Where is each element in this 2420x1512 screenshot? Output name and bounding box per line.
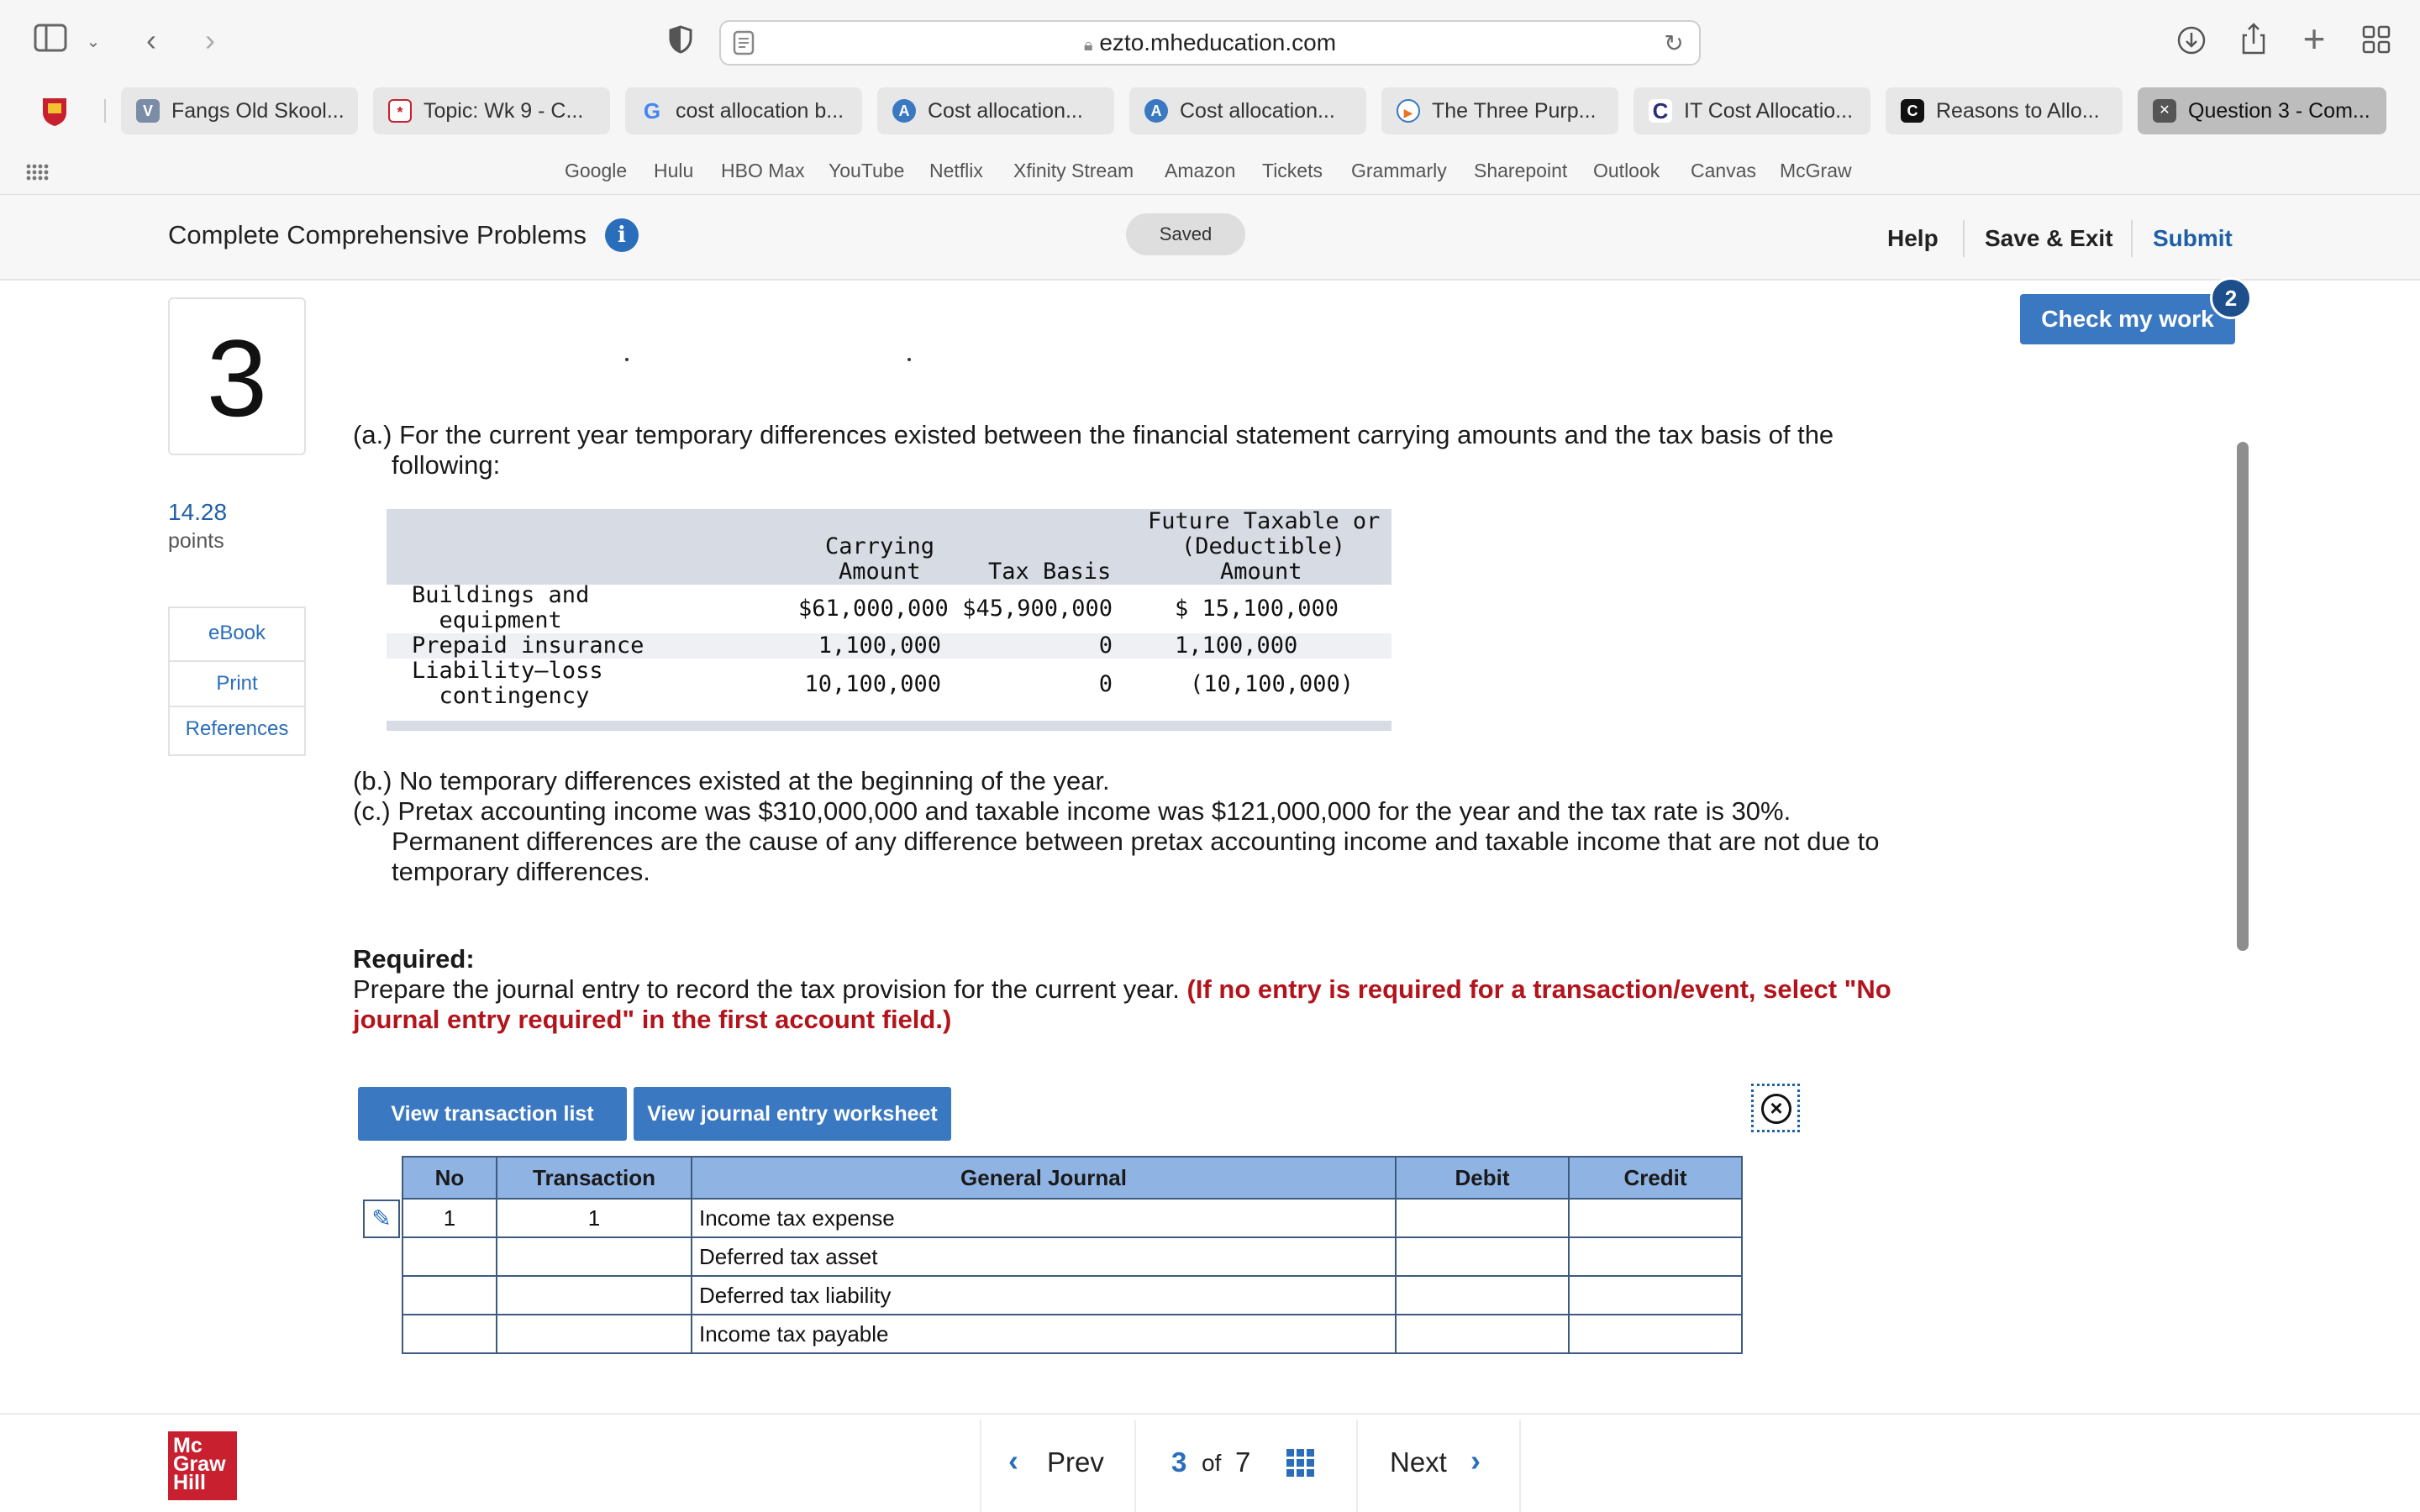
required-heading: Required: [353,944,475,974]
points-value: 14.28 [168,499,228,525]
table-header-row [402,1157,1742,1199]
apps-grid-icon[interactable] [25,163,50,183]
carrying-amount: $61,000,000 [798,596,949,622]
part-c-line: temporary differences. [392,857,650,886]
page-total: 7 [1235,1446,1251,1478]
logo-line: Hill [173,1471,206,1494]
question-grid-icon[interactable] [1286,1448,1316,1478]
bookmark-link[interactable]: Grammarly [1351,160,1447,181]
account-cell[interactable]: Income tax expense [692,1199,1396,1237]
tab-favicon-icon: C [1649,99,1672,123]
check-my-work-button[interactable]: Check my work [2020,294,2235,344]
transaction-number [497,1276,692,1315]
part-a-line: (a.) For the current year temporary differences existed between the financial statement carrying amounts and the tax basis of the [353,420,1834,449]
tab-label: Cost allocation... [1180,99,1335,123]
tab-favicon-icon: A [1144,99,1168,123]
browser-tab[interactable] [625,87,862,134]
chevron-down-icon[interactable]: ⌄ [86,33,101,51]
future-amount: 1,100,000 [1175,633,1298,659]
carrying-amount: 1,100,000 [818,633,941,659]
tax-basis: $45,900,000 [962,596,1113,622]
bookmark-link[interactable]: Xfinity Stream [1013,160,1134,181]
tab-favicon-icon: G [643,98,661,123]
submit-button[interactable]: Submit [2153,225,2233,251]
debit-cell[interactable] [1396,1237,1569,1276]
tax-basis: 0 [1098,633,1113,659]
account-cell[interactable]: Deferred tax asset [692,1237,1396,1276]
current-page: 3 [1171,1446,1187,1478]
parts-b-c-text [353,766,2033,887]
row-label: Buildings and [412,582,590,608]
tab-label: Topic: Wk 9 - C... [424,99,584,123]
scrollbar[interactable] [2237,442,2249,951]
url-text [721,22,1699,64]
transaction-number: 1 [497,1199,692,1237]
bookmark-link[interactable]: Canvas [1691,160,1756,181]
browser-tab[interactable] [877,87,1114,134]
privacy-shield-icon[interactable] [664,25,697,59]
table-footer [387,721,1392,731]
points-label: points [168,529,224,553]
sidebar-toggle-icon[interactable] [32,24,69,57]
column-header: General Journal [692,1157,1396,1199]
carrying-amount: 10,100,000 [804,671,941,697]
divider [170,706,304,707]
credit-cell[interactable] [1569,1237,1742,1276]
column-header: Credit [1569,1157,1742,1199]
tab-favicon-icon: C [1901,99,1924,123]
row-label: contingency [412,683,590,709]
pager-divider [1134,1420,1136,1512]
view-transaction-list-button[interactable]: View transaction list [358,1087,627,1141]
footer-divider [0,1413,2420,1415]
tab-close-icon[interactable]: ✕ [2153,99,2176,123]
required-text-line [353,974,1949,1005]
part-b-line: (b.) No temporary differences existed at the beginning of the year. [353,766,1110,795]
header-carrying: Carrying [825,533,935,559]
back-icon[interactable]: ‹ [146,23,156,57]
account-cell[interactable]: Income tax payable [692,1315,1396,1353]
prev-button[interactable]: Prev [1047,1446,1104,1478]
header-carrying: Amount [839,559,921,585]
resource-links [168,606,306,756]
tab-label: Reasons to Allo... [1936,99,2100,123]
tab-label: cost allocation b... [676,99,844,123]
bookmark-link[interactable]: Tickets [1262,160,1323,181]
divider [2131,220,2133,257]
part-a-line: following: [392,450,501,480]
credit-cell[interactable] [1569,1315,1742,1353]
browser-tab[interactable] [1634,87,1870,134]
close-worksheet-button[interactable] [1751,1084,1800,1132]
column-header: Transaction [497,1157,692,1199]
part-a-text [353,420,1933,480]
table-row [402,1237,1742,1276]
ebook-link[interactable]: eBook [208,622,266,644]
bookmark-link[interactable]: Sharepoint [1474,160,1568,181]
entry-number: 1 [402,1199,497,1237]
tab-label: The Three Purp... [1432,99,1597,123]
close-icon: × [1761,1094,1791,1124]
help-button[interactable]: Help [1887,225,1939,251]
url-value: ezto.mheducation.com [1099,29,1337,55]
bookmark-link[interactable]: HBO Max [721,160,805,181]
header-tax-basis: Tax Basis [988,559,1112,585]
browser-tab[interactable] [1886,87,2123,134]
column-header: No [402,1157,497,1199]
table-row [402,1315,1742,1353]
part-c-line: Permanent differences are the cause of any difference between pretax accounting income and taxable income that are not due to [392,827,1880,856]
pager-divider [1519,1420,1521,1512]
save-exit-button[interactable]: Save & Exit [1985,225,2113,251]
chevron-left-icon[interactable]: ‹ [1008,1443,1018,1478]
pager-divider [1356,1420,1358,1512]
header-future: (Deductible) [1181,533,1346,559]
bookmark-link[interactable]: McGraw [1780,160,1852,181]
chevron-right-icon[interactable]: › [1470,1443,1481,1478]
lock-icon: 🔒︎ [1083,36,1093,55]
bookmark-link[interactable]: Amazon [1165,160,1236,181]
required-text: Prepare the journal entry to record the tax provision for the current year. [353,974,1180,1004]
bookmark-link[interactable]: Hulu [654,160,694,181]
pinned-tab-crest-icon[interactable] [40,96,74,129]
required-note: (If no entry is required for a transaction/event, select "No [1186,974,1891,1004]
edit-pencil-icon[interactable]: ✎ [363,1200,400,1238]
page-title: Complete Comprehensive Problems [168,220,587,249]
debit-cell[interactable] [1396,1276,1569,1315]
tab-favicon-icon: * [388,99,412,123]
tab-overview-icon[interactable] [2360,25,2393,59]
page-of: of [1202,1450,1222,1476]
future-amount: $ 15,100,000 [1175,596,1339,622]
tab-separator [104,99,106,123]
entry-number [402,1276,497,1315]
part-c-line: (c.) Pretax accounting income was $310,000,000 and taxable income was $121,000,000 for the year and the tax rate is 30%. [353,796,1791,826]
bookmark-link[interactable]: Outlook [1593,160,1660,181]
account-cell[interactable]: Deferred tax liability [692,1276,1396,1315]
tab-label: Fangs Old Skool... [171,99,345,123]
credit-cell[interactable] [1569,1276,1742,1315]
bookmark-link[interactable]: Netflix [929,160,983,181]
share-icon[interactable] [2237,22,2270,59]
tab-label: Cost allocation... [928,99,1083,123]
references-link[interactable]: References [185,717,289,740]
tab-favicon-icon: ▶ [1397,99,1420,123]
tab-favicon-icon: V [136,99,160,123]
print-link[interactable]: Print [216,672,258,695]
view-journal-worksheet-button[interactable]: View journal entry worksheet [634,1087,951,1141]
row-label: Liability–loss [412,658,603,684]
downloads-icon[interactable] [2175,25,2208,59]
bookmark-link[interactable]: YouTube [829,160,905,181]
divider [170,660,304,662]
journal-entry-table [402,1156,1743,1354]
reload-icon[interactable]: ↻ [1664,30,1684,56]
table-row [402,1276,1742,1315]
browser-tab[interactable] [1381,87,1618,134]
header-future: Amount [1220,559,1302,585]
entry-number [402,1315,497,1353]
pager-divider [980,1420,981,1512]
required-note: journal entry required" in the first account field.) [353,1005,952,1034]
row-label: equipment [412,607,562,633]
tab-label: Question 3 - Com... [2188,99,2370,123]
browser-tab[interactable] [1129,87,1366,134]
header-future: Future Taxable or [1148,508,1381,534]
saved-status-badge: Saved [1126,213,1245,255]
transaction-number [497,1315,692,1353]
decorative-dot [625,358,629,361]
next-button[interactable]: Next [1390,1446,1447,1478]
tab-label: IT Cost Allocatio... [1684,99,1854,123]
info-icon[interactable]: i [605,218,639,252]
browser-tab[interactable] [121,87,358,134]
tax-basis: 0 [1098,671,1113,697]
mcgraw-hill-logo [168,1431,237,1500]
attempts-badge: 2 [2210,277,2252,319]
transaction-number [497,1237,692,1276]
required-section [353,944,1949,1035]
future-amount: (10,100,000) [1190,671,1355,697]
decorative-dot [908,358,911,361]
address-bar[interactable] [719,20,1701,66]
debit-cell[interactable] [1396,1315,1569,1353]
bookmark-link[interactable]: Google [565,160,628,181]
row-label: Prepaid insurance [412,633,644,659]
browser-tab-active[interactable] [2138,87,2386,134]
new-tab-icon[interactable]: + [2302,17,2326,60]
logo-line: Graw [173,1452,226,1476]
credit-cell[interactable] [1569,1199,1742,1237]
tab-favicon-icon: A [892,99,916,123]
forward-icon[interactable]: › [205,23,215,57]
entry-number [402,1237,497,1276]
divider [1963,220,1965,257]
column-header: Debit [1396,1157,1569,1199]
browser-tab[interactable] [373,87,610,134]
question-number: 3 [168,297,306,455]
logo-line: Mc [173,1434,203,1457]
table-row [402,1199,1742,1237]
debit-cell[interactable] [1396,1199,1569,1237]
